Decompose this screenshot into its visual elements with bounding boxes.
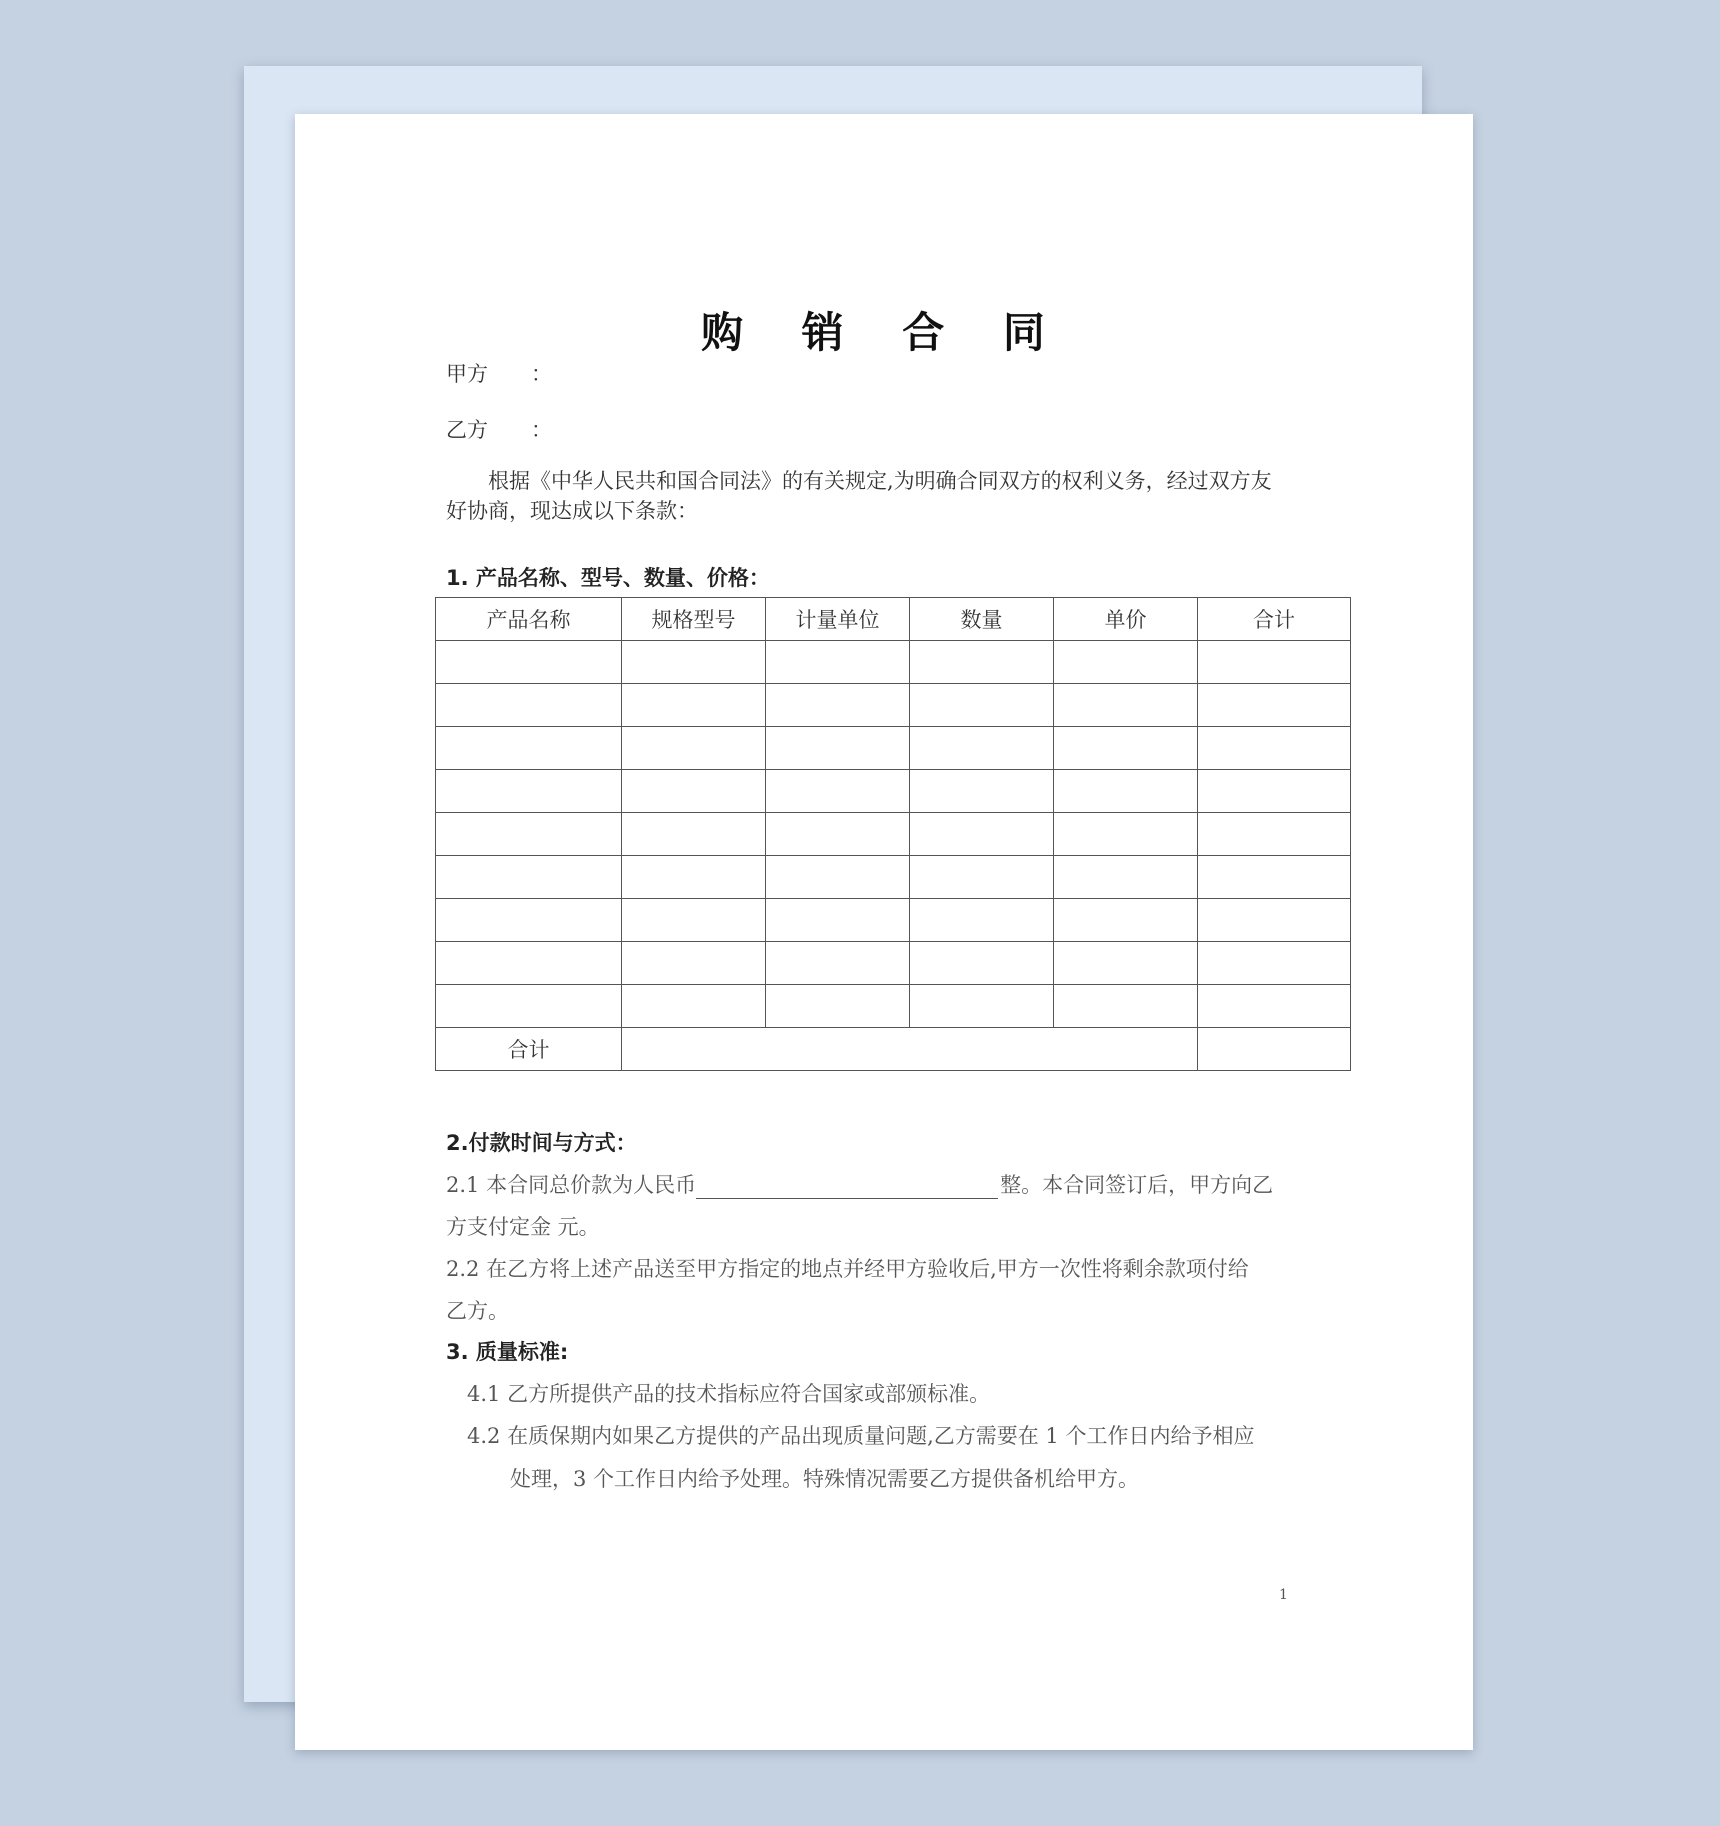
payment-line-1-prefix: 2.1 本合同总价款为人民币 [446, 1173, 697, 1197]
table-cell [1198, 727, 1351, 770]
table-cell [1054, 813, 1198, 856]
table-cell [766, 727, 910, 770]
table-cell [1054, 985, 1198, 1028]
total-label: 合计 [436, 1028, 622, 1071]
table-cell [1054, 684, 1198, 727]
table-cell [1054, 727, 1198, 770]
quality-line-1: 4.1 乙方所提供产品的技术指标应符合国家或部颁标准。 [467, 1382, 991, 1406]
table-cell [622, 942, 766, 985]
table-cell [766, 684, 910, 727]
contract-page [295, 114, 1473, 1750]
table-row [436, 684, 1351, 727]
page-number: 1 [1279, 1587, 1288, 1603]
table-cell [1198, 684, 1351, 727]
table-cell [910, 985, 1054, 1028]
party-b-line [446, 414, 552, 444]
total-merged-cell [622, 1028, 1198, 1071]
table-cell [766, 856, 910, 899]
table-cell [1198, 641, 1351, 684]
col-header-quantity: 数量 [910, 598, 1054, 641]
table-cell [910, 856, 1054, 899]
table-cell [766, 813, 910, 856]
table-row [436, 641, 1351, 684]
table-row [436, 856, 1351, 899]
table-cell [622, 985, 766, 1028]
col-header-spec-model: 规格型号 [622, 598, 766, 641]
table-row [436, 770, 1351, 813]
table-total-row [436, 1028, 1351, 1071]
table-cell [910, 770, 1054, 813]
table-cell [436, 942, 622, 985]
section-2-heading: 2.付款时间与方式： [446, 1131, 637, 1155]
table-row [436, 899, 1351, 942]
table-cell [436, 684, 622, 727]
payment-line-2: 方支付定金 元。 [446, 1215, 600, 1239]
table-cell [622, 770, 766, 813]
party-b-colon: ： [531, 418, 552, 442]
table-cell [436, 856, 622, 899]
page-title: 购 销 合 同 [701, 308, 1067, 357]
table-cell [1198, 813, 1351, 856]
col-header-product-name: 产品名称 [436, 598, 622, 641]
col-header-subtotal: 合计 [1198, 598, 1351, 641]
section-3-heading: 3. 质量标准: [446, 1340, 569, 1364]
party-a-label: 甲方 [446, 362, 488, 386]
table-cell [766, 985, 910, 1028]
table-cell [436, 899, 622, 942]
quality-line-3: 处理，3 个工作日内给予处理。特殊情况需要乙方提供备机给甲方。 [510, 1467, 1140, 1491]
table-cell [910, 641, 1054, 684]
table-cell [766, 942, 910, 985]
quality-line-2: 4.2 在质保期内如果乙方提供的产品出现质量问题,乙方需要在 1 个工作日内给予相应 [467, 1424, 1255, 1448]
table-cell [436, 641, 622, 684]
table-cell [622, 727, 766, 770]
table-row [436, 727, 1351, 770]
table-cell [766, 641, 910, 684]
amount-blank [696, 1176, 998, 1199]
table-cell [1054, 641, 1198, 684]
intro-line-1: 根据《中华人民共和国合同法》的有关规定,为明确合同双方的权利义务，经过双方友 [488, 469, 1272, 493]
col-header-unit-price: 单价 [1054, 598, 1198, 641]
table-cell [1198, 985, 1351, 1028]
col-header-unit: 计量单位 [766, 598, 910, 641]
table-cell [1054, 899, 1198, 942]
table-cell [622, 684, 766, 727]
table-cell [436, 813, 622, 856]
table-row [436, 813, 1351, 856]
table-cell [1198, 856, 1351, 899]
product-table [435, 597, 1351, 1071]
table-cell [1198, 942, 1351, 985]
table-cell [622, 856, 766, 899]
intro-line-2: 好协商，现达成以下条款： [446, 499, 698, 523]
table-row [436, 985, 1351, 1028]
table-cell [910, 813, 1054, 856]
table-cell [1054, 942, 1198, 985]
payment-line-3: 2.2 在乙方将上述产品送至甲方指定的地点并经甲方验收后,甲方一次性将剩余款项付给 [446, 1257, 1249, 1281]
table-cell [1198, 899, 1351, 942]
table-cell [436, 985, 622, 1028]
table-cell [910, 727, 1054, 770]
table-cell [436, 727, 622, 770]
payment-line-1-suffix: 整。本合同签订后，甲方向乙 [1000, 1173, 1274, 1197]
payment-line-1 [446, 1169, 1273, 1199]
party-b-label: 乙方 [446, 418, 488, 442]
table-cell [436, 770, 622, 813]
table-cell [766, 899, 910, 942]
table-cell [622, 899, 766, 942]
total-value-cell [1198, 1028, 1351, 1071]
payment-line-4: 乙方。 [446, 1299, 509, 1323]
party-a-colon: ： [531, 362, 552, 386]
table-cell [766, 770, 910, 813]
table-cell [910, 684, 1054, 727]
table-cell [1054, 856, 1198, 899]
table-cell [910, 899, 1054, 942]
table-row [436, 942, 1351, 985]
table-cell [622, 641, 766, 684]
table-cell [1054, 770, 1198, 813]
table-cell [910, 942, 1054, 985]
table-cell [1198, 770, 1351, 813]
party-a-line [446, 358, 552, 388]
intro-paragraph [446, 466, 1316, 526]
table-cell [622, 813, 766, 856]
section-1-heading: 1. 产品名称、型号、数量、价格： [446, 566, 770, 590]
table-header-row [436, 598, 1351, 641]
